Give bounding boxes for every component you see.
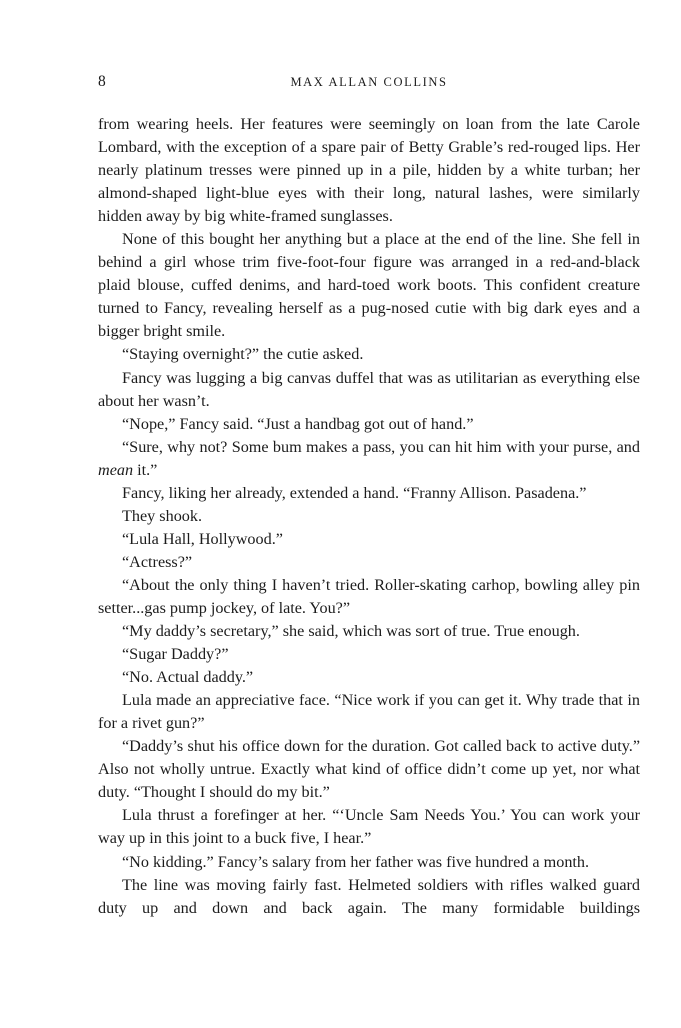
page-number: 8 (98, 73, 106, 90)
paragraph: “Daddy’s shut his office down for the duration. Got called back to active duty.” Also not wholly untrue. Exactly what kind of office didn’t come up yet, nor what duty. “Thought I should do my bit.” (98, 737, 640, 802)
paragraph: “No. Actual daddy.” (122, 668, 254, 687)
running-header (98, 72, 640, 92)
paragraph: “Staying overnight?” the cutie asked. (122, 345, 364, 364)
paragraph: The line was moving fairly fast. Helmeted soldiers with rifles walked guard duty up and down and back again. The many formidable buildings (98, 875, 640, 917)
paragraph: from wearing heels. Her features were seemingly on loan from the late Carole Lombard, with the exception of a spare pair of Betty Grable’s red-rouged lips. Her nearly platinum tresses were pinned up in a pile, hidden by a white turban; her almond-shaped light-blue eyes with their long, natural lashes, were similarly hidden away by big white-framed sunglasses. (98, 115, 640, 226)
paragraph: “Nope,” Fancy said. “Just a handbag got out of hand.” (122, 414, 474, 433)
paragraph: “About the only thing I haven’t tried. Roller-skating carhop, bowling alley pin setter...gas pump jockey, of late. You?” (98, 575, 640, 617)
paragraph: Lula made an appreciative face. “Nice work if you can get it. Why trade that in for a rivet gun?” (98, 691, 640, 733)
running-head-author: MAX ALLAN COLLINS (290, 75, 448, 89)
paragraph: Lula thrust a forefinger at her. “‘Uncle Sam Needs You.’ You can work your way up in this joint to a buck five, I hear.” (98, 806, 640, 848)
paragraph: Fancy, liking her already, extended a hand. “Franny Allison. Pasadena.” (122, 483, 587, 502)
body-text (98, 113, 640, 920)
paragraph: “No kidding.” Fancy’s salary from her father was five hundred a month. (122, 852, 590, 871)
paragraph: None of this bought her anything but a place at the end of the line. She fell in behind a girl whose trim five-foot-four figure was arranged in a red-and-black plaid blouse, cuffed denims, and hard-toed work boots. This confident creature turned to Fancy, revealing herself as a pug-nosed cutie with big dark eyes and a bigger bright smile. (98, 230, 640, 341)
paragraph: Fancy was lugging a big canvas duffel that was as utilitarian as everything else about her wasn’t. (98, 368, 640, 410)
paragraph: “Lula Hall, Hollywood.” (122, 529, 283, 548)
paragraph: “Sure, why not? Some bum makes a pass, you can hit him with your purse, and mean it.” (98, 437, 640, 479)
paragraph: They shook. (122, 506, 203, 525)
paragraph: “My daddy’s secretary,” she said, which was sort of true. True enough. (122, 622, 580, 641)
paragraph: “Sugar Daddy?” (122, 645, 229, 664)
paragraph: “Actress?” (122, 552, 193, 571)
